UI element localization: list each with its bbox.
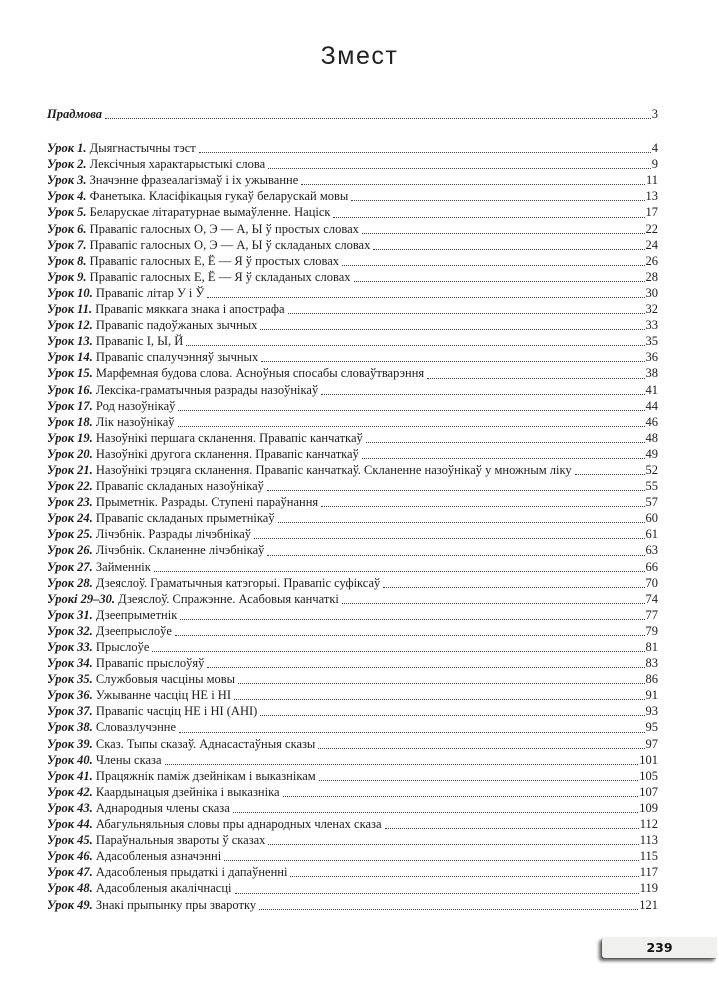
entry-title: Назоўнікі трэцяга скланення. Правапіс канчаткаў. Скланенне назоўнікаў у множным ліку [92, 462, 572, 477]
entry-label: Урок 23. [47, 495, 93, 510]
leader-dots [177, 607, 645, 623]
entry-title: Лічэбнік. Разрады лічэбнікаў [92, 527, 252, 542]
leader-dots [232, 880, 640, 896]
toc-entry [47, 462, 658, 478]
page-number: 239 [646, 940, 673, 955]
entry-page-number: 30 [645, 285, 658, 300]
toc-entry [47, 832, 658, 848]
entry-page-number: 115 [639, 849, 658, 864]
leader-dots [196, 140, 652, 156]
entry-page-number: 61 [645, 527, 658, 542]
entry-label: Урок 46. [47, 849, 93, 864]
entry-page-number: 83 [645, 656, 658, 671]
toc-entry [47, 575, 658, 591]
toc-entry [47, 365, 658, 381]
entry-page-number: 13 [645, 189, 658, 204]
entry-title: Беларускае літаратурнае вымаўленне. Націск [86, 205, 331, 220]
entry-page-number: 17 [645, 205, 658, 220]
toc-entry [47, 623, 658, 639]
entry-page-number: 117 [639, 865, 658, 880]
entry-title: Прыслоўе [92, 640, 150, 654]
entry-label: Урок 47. [47, 865, 93, 880]
entry-label: Урок 4. [47, 189, 87, 204]
entry-label: Урок 17. [47, 398, 93, 413]
leader-dots [424, 365, 645, 381]
toc-entry [47, 816, 658, 832]
entry-page-number: 79 [645, 623, 658, 638]
toc-entry [47, 559, 658, 575]
entry-title: Члены сказа [92, 752, 162, 767]
entry-page-number: 112 [639, 817, 658, 832]
entry-title: Займеннік [92, 559, 151, 574]
entry-label: Урок 24. [47, 511, 93, 526]
entry-page-number: 95 [645, 720, 658, 735]
toc-entry [47, 253, 658, 269]
toc-entry [47, 752, 658, 768]
entry-label: Урок 20. [47, 446, 93, 461]
entry-label: Урок 33. [47, 640, 93, 654]
table-of-contents [47, 106, 658, 913]
leader-dots [330, 204, 645, 220]
entry-label: Урок 45. [47, 833, 93, 848]
leader-dots [315, 736, 645, 752]
entry-page-number: 41 [645, 382, 658, 397]
toc-entry [47, 188, 658, 204]
toc-entry [47, 671, 658, 687]
entry-label: Урок 6. [47, 221, 87, 236]
toc-entry [47, 349, 658, 365]
leader-dots [339, 591, 646, 607]
toc-entry [47, 478, 658, 494]
entry-title: Дзеепрыслоўе [92, 623, 172, 638]
entry-page-number: 11 [645, 173, 658, 188]
toc-entry [47, 639, 658, 655]
toc-entry [47, 736, 658, 752]
entry-page-number: 113 [639, 833, 658, 848]
section-gap [47, 122, 658, 140]
leader-dots [230, 800, 639, 816]
entry-page-number: 60 [645, 511, 658, 526]
leader-dots [318, 382, 645, 398]
entry-title: Дыягнастычны тэст [86, 141, 196, 156]
entry-page-number: 91 [645, 688, 658, 703]
leader-dots [348, 188, 645, 204]
entry-label: Урок 16. [47, 382, 93, 397]
entry-title: Службовыя часціны мовы [92, 672, 236, 687]
entry-label: Урок 21. [47, 462, 93, 477]
toc-entry [47, 607, 658, 623]
entry-title: Словазлучэнне [92, 720, 177, 735]
entry-page-number: 32 [645, 302, 658, 317]
toc-entry [47, 430, 658, 446]
leader-dots [231, 687, 646, 703]
entry-label: Урок 44. [47, 817, 93, 832]
leader-dots [256, 897, 639, 913]
entry-label: Урок 8. [47, 253, 87, 268]
entry-page-number: 77 [645, 607, 658, 622]
toc-entry [47, 414, 658, 430]
toc-entry [47, 703, 658, 719]
toc-entry [47, 784, 658, 800]
entry-label: Урок 31. [47, 607, 93, 622]
leader-dots [572, 462, 646, 478]
toc-entry [47, 140, 658, 156]
leader-dots [257, 317, 645, 333]
entry-label: Урок 48. [47, 881, 93, 896]
entry-label: Урок 25. [47, 527, 93, 542]
toc-entry [47, 237, 658, 253]
entry-title: Правапіс складаных прыметнікаў [92, 511, 275, 526]
leader-dots [204, 285, 645, 301]
entry-page-number: 81 [645, 640, 658, 654]
entry-page-number: 52 [645, 462, 658, 477]
leader-dots [258, 349, 645, 365]
entry-title: Дзеепрыметнік [92, 607, 178, 622]
toc-entry [47, 221, 658, 237]
entry-title: Назоўнікі другога скланення. Правапіс канчаткаў [92, 446, 359, 461]
leader-dots [265, 156, 652, 172]
entry-title: Параўнальныя звароты ў сказах [92, 833, 266, 848]
entry-title: Правапіс падоўжаных зычных [92, 318, 258, 333]
leader-dots [175, 414, 646, 430]
entry-page-number: 49 [645, 446, 658, 461]
entry-label: Урок 35. [47, 672, 93, 687]
leader-dots [235, 671, 645, 687]
toc-entry [47, 687, 658, 703]
preface-page-number: 3 [651, 107, 658, 121]
entry-page-number: 33 [645, 318, 658, 333]
leader-dots [275, 510, 646, 526]
toc-entry [47, 526, 658, 542]
entry-label: Урок 27. [47, 559, 93, 574]
leader-dots [264, 478, 646, 494]
entry-title: Фанетыка. Класіфікацыя гукаў беларускай мовы [86, 189, 349, 204]
entry-title: Правапіс І, Ы, Й [92, 334, 184, 349]
leader-dots [316, 768, 640, 784]
entry-title: Адасобленыя азначэнні [92, 849, 222, 864]
entry-page-number: 36 [645, 350, 658, 365]
entry-title: Правапіс галосных Е, Ё — Я ў простых словах [86, 253, 340, 268]
entry-page-number: 63 [645, 543, 658, 558]
leader-dots [251, 526, 645, 542]
entry-label: Урок 18. [47, 414, 93, 429]
toc-entry [47, 897, 658, 913]
leader-dots [351, 269, 646, 285]
entry-page-number: 22 [645, 221, 658, 236]
toc-entry [47, 156, 658, 172]
entry-label: Урок 42. [47, 784, 93, 799]
toc-entry [47, 398, 658, 414]
entry-title: Дзеяслоў. Граматычныя катэгорыі. Правапіс суфіксаў [92, 575, 381, 590]
entry-title: Правапіс складаных назоўнікаў [92, 479, 264, 494]
entry-title: Лік назоўнікаў [92, 414, 175, 429]
entry-label: Урок 36. [47, 688, 93, 703]
entry-label: Урок 40. [47, 752, 93, 767]
toc-entry [47, 542, 658, 558]
entry-label: Урок 3. [47, 173, 87, 188]
entry-page-number: 28 [645, 269, 658, 284]
entry-label: Урокі 29–30. [47, 591, 116, 606]
entry-title: Абагульняльныя словы пры аднародных членах сказа [92, 817, 382, 832]
toc-entry [47, 204, 658, 220]
leader-dots [287, 864, 639, 880]
entry-title: Правапіс літар У і Ў [92, 285, 205, 300]
entry-page-number: 86 [645, 672, 658, 687]
leader-dots [363, 430, 646, 446]
entry-label: Урок 12. [47, 318, 93, 333]
entry-label: Урок 9. [47, 269, 87, 284]
entry-title: Правапіс галосных Е, Ё — Я ў складаных словах [86, 269, 351, 284]
entry-page-number: 57 [645, 495, 658, 510]
leader-dots [265, 832, 639, 848]
entry-title: Правапіс часціц НЕ і НІ (АНІ) [92, 704, 258, 719]
entry-title: Правапіс мяккага знака і апострафа [92, 302, 285, 317]
entry-label: Урок 34. [47, 656, 93, 671]
leader-dots [221, 848, 640, 864]
leader-dots [162, 752, 640, 768]
entry-label: Урок 19. [47, 430, 93, 445]
leader-dots [257, 703, 645, 719]
entry-title: Значэнне фразеалагізмаў і іх ужыванне [86, 173, 299, 188]
leader-dots [149, 639, 645, 655]
page-title: Змест [320, 42, 399, 70]
entry-label: Урок 28. [47, 575, 93, 590]
entry-label: Урок 14. [47, 350, 93, 365]
entry-page-number: 9 [651, 157, 658, 172]
entry-title: Дзеяслоў. Спражэнне. Асабовыя канчаткі [115, 591, 339, 606]
entry-page-number: 109 [639, 800, 658, 815]
toc-entry [47, 591, 658, 607]
entry-title: Лексічныя характарыстыкі слова [86, 157, 266, 172]
toc-entry [47, 800, 658, 816]
leader-dots [280, 784, 640, 800]
preface-row [47, 106, 658, 122]
toc-entry [47, 301, 658, 317]
entry-label: Урок 7. [47, 237, 87, 252]
toc-entry [47, 768, 658, 784]
entry-title: Правапіс спалучэнняў зычных [92, 350, 259, 365]
entry-label: Урок 2. [47, 157, 87, 172]
leader-dots [370, 237, 645, 253]
leader-dots [264, 542, 645, 558]
toc-entry [47, 864, 658, 880]
entry-title: Працяжнік паміж дзейнікам і выказнікам [92, 768, 316, 783]
entry-page-number: 97 [645, 736, 658, 751]
entry-title: Каардынацыя дзейніка і выказніка [92, 784, 280, 799]
leader-dots [183, 333, 645, 349]
toc-entry [47, 172, 658, 188]
leader-dots [102, 106, 652, 122]
entry-page-number: 24 [645, 237, 658, 252]
entry-title: Прыметнік. Разрады. Ступені параўнання [92, 495, 319, 510]
entry-label: Урок 38. [47, 720, 93, 735]
leader-dots [359, 221, 646, 237]
entry-title: Правапіс прыслоўяў [92, 656, 205, 671]
leader-dots [318, 494, 645, 510]
entry-page-number: 44 [645, 398, 658, 413]
entry-page-number: 66 [645, 559, 658, 574]
leader-dots [176, 719, 645, 735]
toc-entry [47, 510, 658, 526]
entry-page-number: 26 [645, 253, 658, 268]
entry-page-number: 46 [645, 414, 658, 429]
entry-label: Урок 15. [47, 366, 93, 381]
entry-page-number: 35 [645, 334, 658, 349]
entry-label: Урок 5. [47, 205, 87, 220]
entry-label: Урок 22. [47, 479, 93, 494]
entry-title: Правапіс галосных О, Э — А, Ы ў складаных словах [86, 237, 371, 252]
entry-page-number: 4 [651, 141, 658, 156]
toc-list [47, 140, 658, 913]
entry-title: Сказ. Тыпы сказаў. Аднасастаўныя сказы [92, 736, 316, 751]
entry-title: Марфемная будова слова. Асноўныя спосабы словаўтварэння [92, 366, 425, 381]
entry-label: Урок 11. [47, 302, 93, 317]
toc-entry [47, 285, 658, 301]
entry-page-number: 74 [645, 591, 658, 606]
toc-entry [47, 494, 658, 510]
toc-entry [47, 317, 658, 333]
entry-page-number: 93 [645, 704, 658, 719]
leader-dots [380, 575, 645, 591]
entry-title: Лічэбнік. Скланенне лічэбнікаў [92, 543, 265, 558]
toc-entry [47, 655, 658, 671]
entry-title: Лексіка-граматычныя разрады назоўнікаў [92, 382, 319, 397]
entry-label: Урок 49. [47, 897, 93, 912]
entry-title: Ужыванне часціц НЕ і НІ [92, 688, 231, 703]
entry-label: Урок 32. [47, 623, 93, 638]
entry-title: Род назоўнікаў [92, 398, 176, 413]
entry-page-number: 70 [645, 575, 658, 590]
toc-entry [47, 382, 658, 398]
entry-title: Назоўнікі першага скланення. Правапіс канчаткаў [92, 430, 363, 445]
toc-entry [47, 333, 658, 349]
leader-dots [298, 172, 646, 188]
toc-entry [47, 719, 658, 735]
entry-label: Урок 13. [47, 334, 93, 349]
leader-dots [339, 253, 645, 269]
toc-entry [47, 446, 658, 462]
entry-page-number: 55 [645, 479, 658, 494]
toc-entry [47, 269, 658, 285]
entry-page-number: 107 [639, 784, 658, 799]
leader-dots [172, 623, 646, 639]
entry-label: Урок 1. [47, 141, 87, 156]
leader-dots [359, 446, 646, 462]
entry-page-number: 119 [639, 881, 658, 896]
entry-title: Знакі прыпынку пры зваротку [92, 897, 257, 912]
toc-entry [47, 848, 658, 864]
entry-title: Адасобленыя акалічнасці [92, 881, 232, 896]
entry-label: Урок 37. [47, 704, 93, 719]
entry-page-number: 121 [639, 897, 658, 912]
entry-page-number: 101 [639, 752, 658, 767]
leader-dots [204, 655, 645, 671]
leader-dots [285, 301, 646, 317]
leader-dots [382, 816, 640, 832]
preface-label: Прадмова [47, 107, 102, 121]
entry-page-number: 48 [645, 430, 658, 445]
toc-entry [47, 880, 658, 896]
page-number-tab [602, 937, 717, 958]
entry-title: Адасобленыя прыдаткі і дапаўненні [92, 865, 288, 880]
entry-page-number: 38 [645, 366, 658, 381]
entry-title: Правапіс галосных О, Э — А, Ы ў простых словах [86, 221, 359, 236]
entry-page-number: 105 [639, 768, 658, 783]
entry-title: Аднародныя члены сказа [92, 800, 230, 815]
entry-label: Урок 39. [47, 736, 93, 751]
entry-label: Урок 26. [47, 543, 93, 558]
leader-dots [151, 559, 646, 575]
entry-label: Урок 41. [47, 768, 93, 783]
entry-label: Урок 43. [47, 800, 93, 815]
entry-label: Урок 10. [47, 285, 93, 300]
leader-dots [175, 398, 645, 414]
